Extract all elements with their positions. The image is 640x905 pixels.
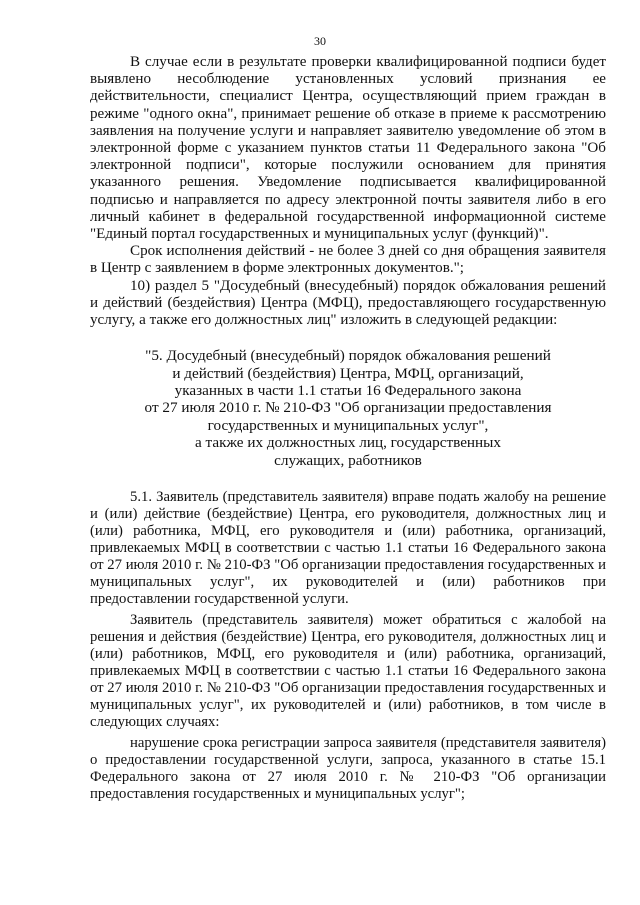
paragraph-deadline: Срок исполнения действий - не более 3 дней со дня обращения заявителя в Центр с заявлением в форме электронных документов.";	[90, 243, 606, 277]
paragraph-complaint-cases: Заявитель (представитель заявителя) может обратиться с жалобой на решения и действия (бездействие) Центра, его руководителя, должностных лиц и (или) работников, МФЦ, его руководителя и (или) работника, организаций, привлекаемых МФЦ в соответствии с частью 1.1 статьи 16 Федерального закона от 27 июля 2010 г. № 210-ФЗ "Об организации предоставления государственных и муниципальных услуг", их руководителей и (или) работников, в том числе в следующих случаях:	[90, 612, 606, 731]
heading-line: а также их должностных лиц, государственных	[195, 434, 501, 452]
heading-line: указанных в части 1.1 статьи 16 Федерального закона	[174, 382, 522, 400]
paragraph-section-5-amendment: 10) раздел 5 "Досудебный (внесудебный) порядок обжалования решений и действий (бездействия) Центра (МФЦ), предоставляющего государственную услугу, а также его должностных лиц" изложить в следующей редакции:	[90, 277, 606, 329]
heading-line: государственных и муниципальных услуг",	[207, 416, 489, 434]
heading-line: от 27 июля 2010 г. № 210-ФЗ "Об организации предоставления	[144, 399, 552, 417]
document-body	[90, 54, 606, 803]
page-number: 30	[314, 34, 326, 48]
paragraph-registration-violation: нарушение срока регистрации запроса заявителя (представителя заявителя) о предоставлении государственной услуги, запроса, указанного в статье 15.1 Федерального закона от 27 июля 2010 г. № 210-ФЗ "Об организации предоставления государственных и муниципальных услуг";	[90, 735, 606, 803]
heading-line: и действий (бездействия) Центра, МФЦ, организаций,	[172, 364, 524, 382]
heading-line: служащих, работников	[274, 451, 422, 469]
paragraph-5-1: 5.1. Заявитель (представитель заявителя) вправе подать жалобу на решение и (или) действие (бездействие) Центра, его руководителя, должностных лиц и (или) работника, МФЦ, его руководителя и (или) работника, организаций, привлекаемых МФЦ в соответствии с частью 1.1 статьи 16 Федерального закона от 27 июля 2010 г. № 210-ФЗ "Об организации предоставления государственных и муниципальных услуг", их руководителей и (или) работников при предоставлении государственной услуги.	[90, 489, 606, 608]
paragraph-signature-check: В случае если в результате проверки квалифицированной подписи будет выявлено несоблюдение установленных условий признания ее действительности, специалист Центра, осуществляющий прием граждан в режиме "одного окна", принимает решение об отказе в приеме к рассмотрению заявления на получение услуги и направляет заявителю уведомление об этом в электронной форме с указанием пунктов статьи 11 Федерального закона "Об электронной подписи", которые послужили основанием для принятия указанного решения. Уведомление подписывается квалифицированной подписью и направляется по адресу электронной почты заявителя либо в его личный кабинет в федеральной государственной информационной системе "Единый портал государственных и муниципальных услуг (функций)".	[90, 54, 606, 243]
section-5-heading	[90, 347, 606, 469]
heading-line: "5. Досудебный (внесудебный) порядок обжалования решений	[145, 347, 551, 365]
